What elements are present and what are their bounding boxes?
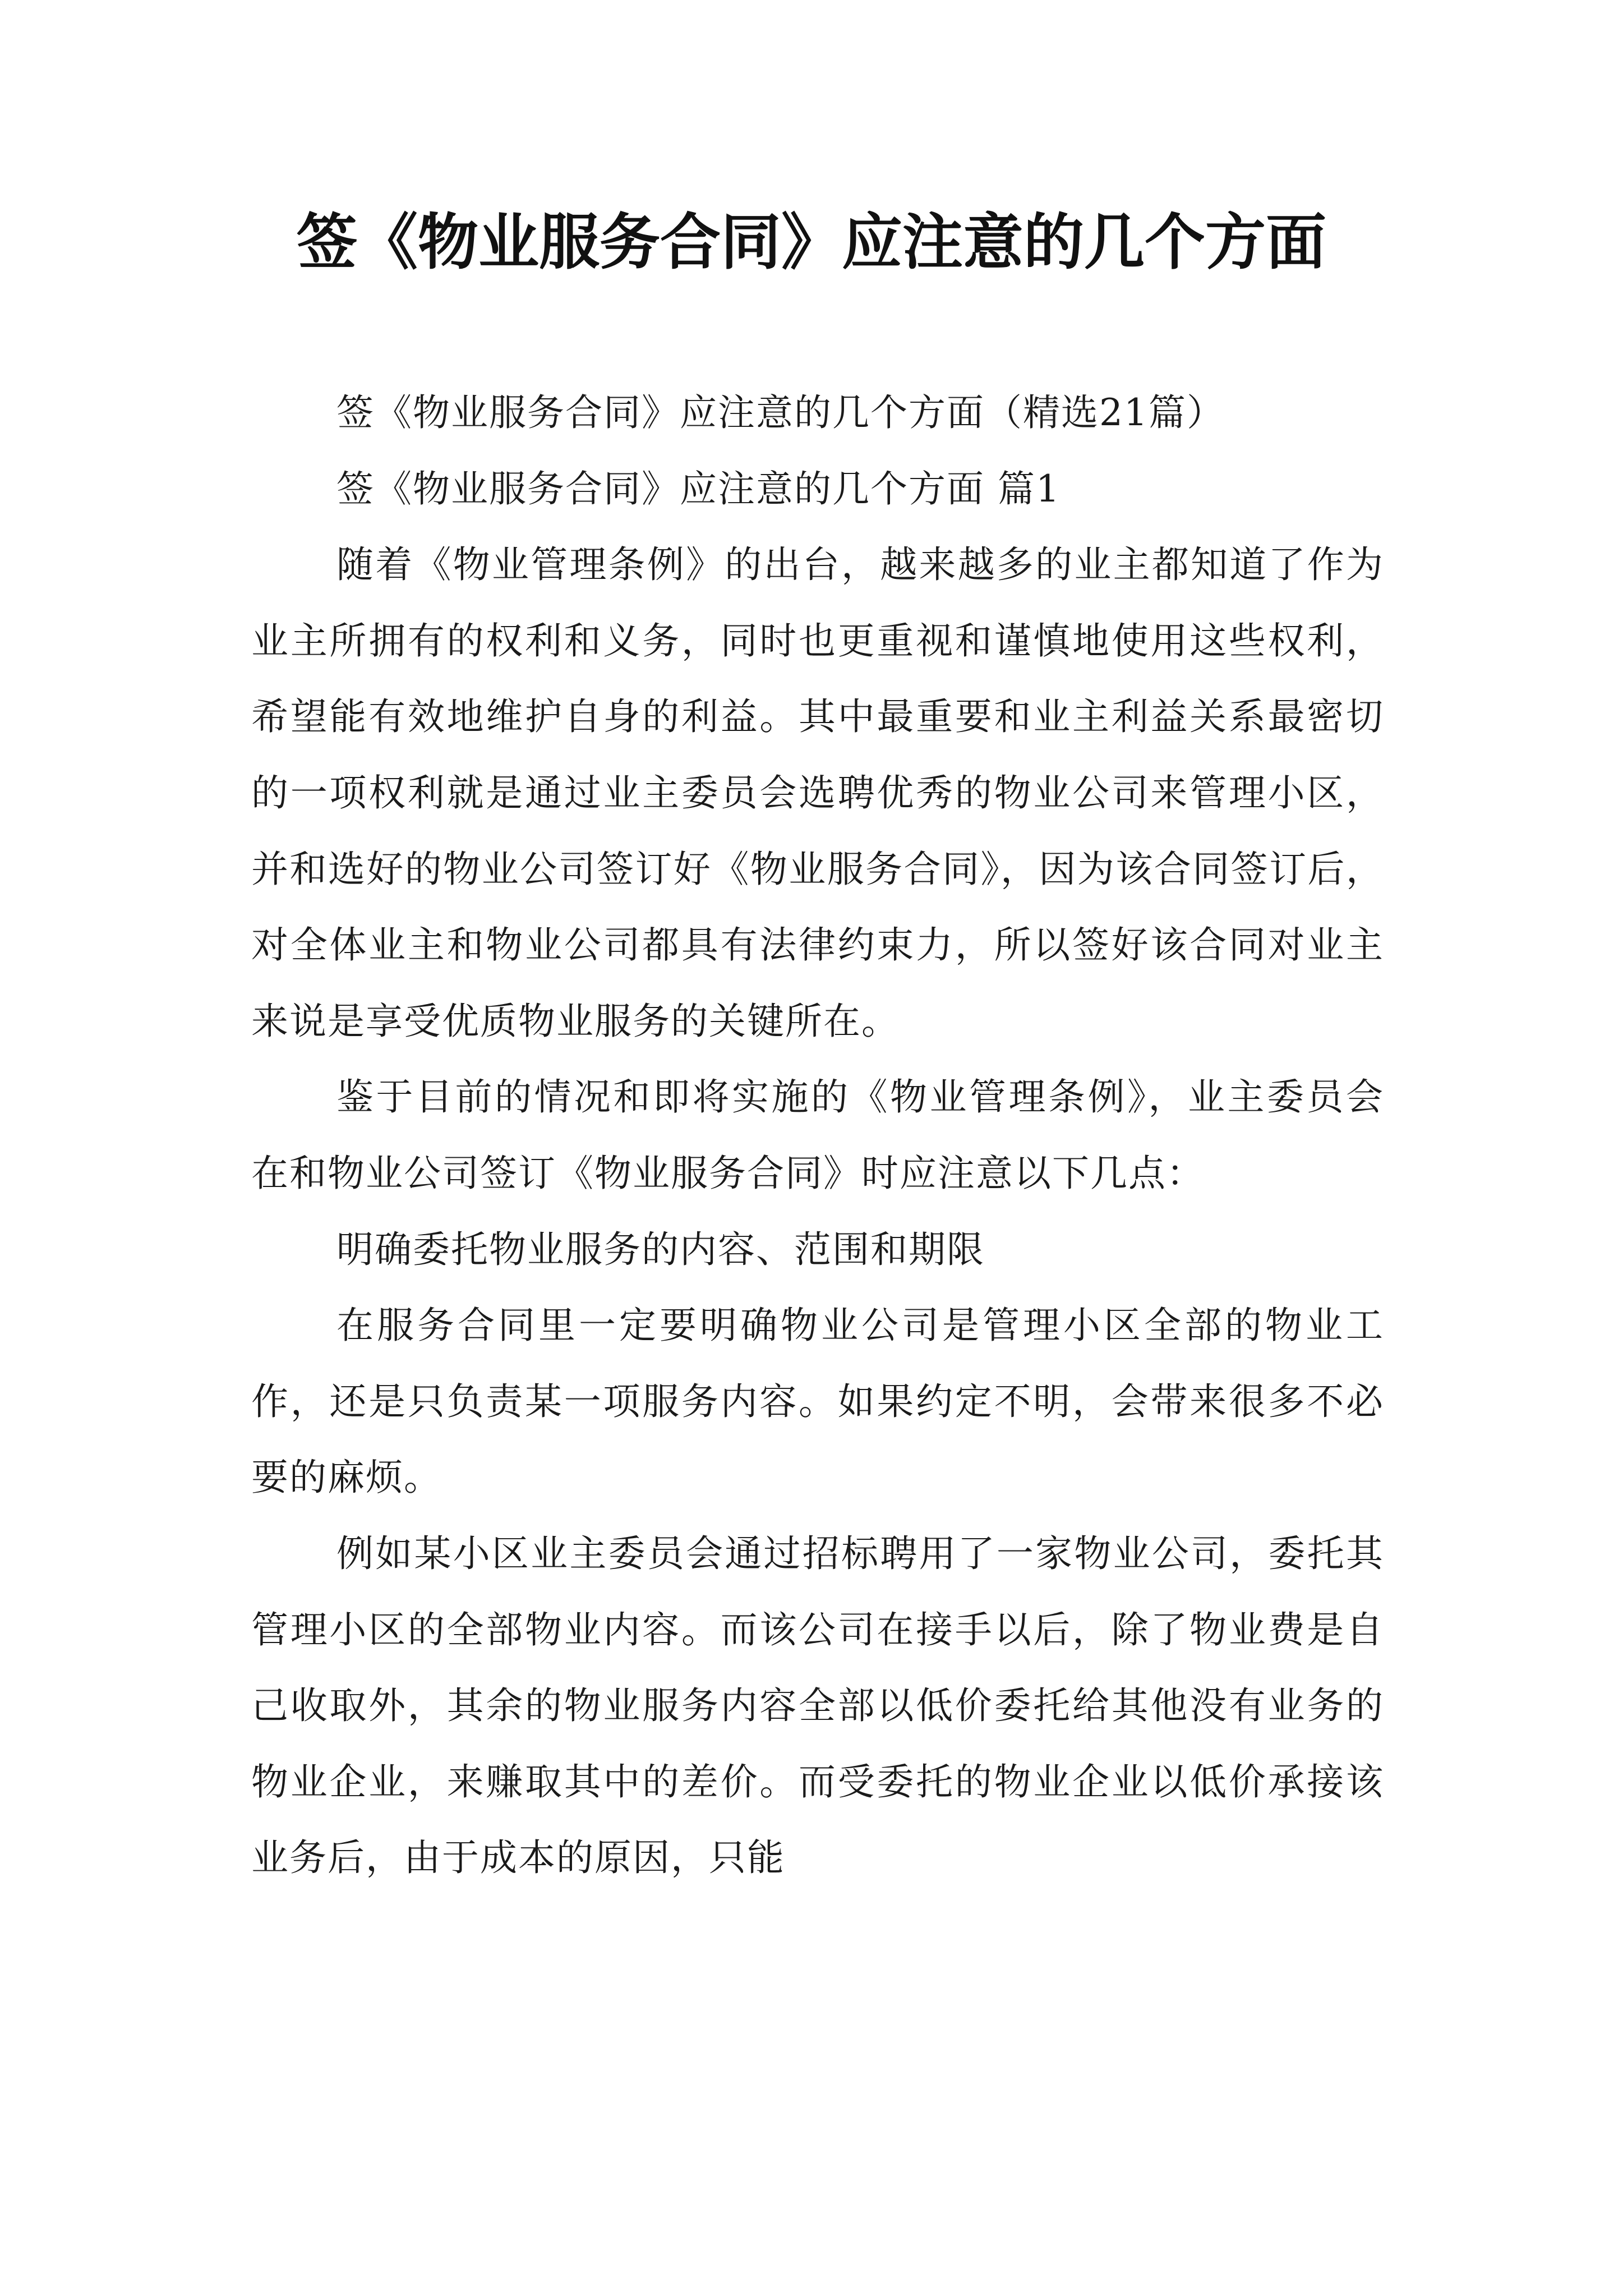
document-title: 签《物业服务合同》应注意的几个方面: [296, 207, 1326, 278]
document-body: [251, 375, 1384, 1896]
body-paragraph: 在服务合同里一定要明确物业公司是管理小区全部的物业工作，还是只负责某一项服务内容。如果约定不明，会带来很多不必要的麻烦。: [251, 1304, 1384, 1499]
body-paragraph: 鉴于目前的情况和即将实施的《物业管理条例》，业主委员会在和物业公司签订《物业服务合同》时应注意以下几点：: [251, 1075, 1384, 1195]
body-paragraph: 例如某小区业主委员会通过招标聘用了一家物业公司，委托其管理小区的全部物业内容。而该公司在接手以后，除了物业费是自己收取外，其余的物业服务内容全部以低价委托给其他没有业务的物业企业，来赚取其中的差价。而受委托的物业企业以低价承接该业务后，由于成本的原因，只能: [251, 1531, 1384, 1880]
section-heading: 签《物业服务合同》应注意的几个方面 篇1: [336, 467, 1061, 510]
subheading-paragraph: 明确委托物业服务的内容、范围和期限: [336, 1227, 985, 1271]
body-paragraph: 随着《物业管理条例》的出台，越来越多的业主都知道了作为业主所拥有的权利和义务，同时也更重视和谨慎地使用这些权利，希望能有效地维护自身的利益。其中最重要和业主利益关系最密切的一项权利就是通过业主委员会选聘优秀的物业公司来管理小区，并和选好的物业公司签订好《物业服务合同》，因为该合同签订后，对全体业主和物业公司都具有法律约束力，所以签好该合同对业主来说是享受优质物业服务的关键所在。: [251, 543, 1384, 1043]
subtitle-paragraph: 签《物业服务合同》应注意的几个方面（精选21篇）: [336, 391, 1225, 434]
